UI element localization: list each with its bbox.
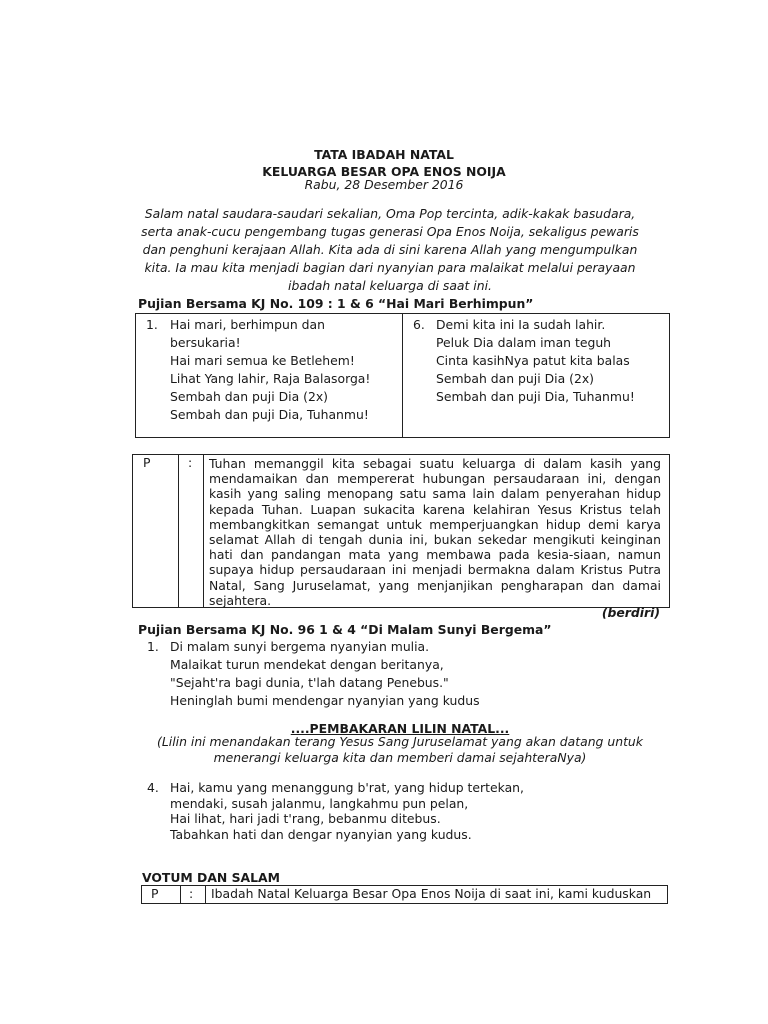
- p-line: Natal, Sang Juruselamat, yang menjanjikan pengharapan dan damai: [209, 577, 661, 593]
- p-line: mendamaikan dan mempererat hubungan persaudaraan ini, dengan: [209, 471, 661, 487]
- verse-line: Sembah dan puji Dia, Tuhanmu!: [170, 407, 369, 422]
- verse-line: Di malam sunyi bergema nyanyian mulia.: [170, 639, 430, 654]
- verse-line: mendaki, susah jalanmu, langkahmu pun pelan,: [170, 795, 469, 811]
- document-subtitle: KELUARGA BESAR OPA ENOS NOIJA: [262, 164, 506, 179]
- song2-heading: Pujian Bersama KJ No. 96 1 & 4 “Di Malam Sunyi Bergema”: [138, 622, 552, 637]
- verse-line: Malaikat turun mendekat dengan beritanya,: [170, 657, 444, 672]
- p-line: membangkitkan semangat untuk memperjuangkan hidup demi karya: [209, 516, 661, 532]
- intro-paragraph: [130, 205, 650, 295]
- song1-divider: [402, 314, 403, 437]
- verse-line: bersukaria!: [170, 335, 241, 350]
- p-line: hati dan pandangan mata yang membawa pada kesia-siaan, namun: [209, 547, 661, 563]
- votum-col-divider-1: [180, 886, 181, 903]
- song1-right-number: 6.: [413, 317, 425, 332]
- p-col-divider-1: [178, 455, 179, 607]
- document-date: Rabu, 28 Desember 2016: [304, 177, 464, 192]
- p-section-text: [209, 456, 661, 608]
- candle-title: ....PEMBAKARAN LILIN NATAL...: [290, 721, 510, 736]
- verse-line: Demi kita ini Ia sudah lahir.: [436, 317, 606, 332]
- song1-left-number: 1.: [146, 317, 158, 332]
- verse-line: Sembah dan puji Dia (2x): [170, 389, 328, 404]
- p-line: kasih yang saling menopang satu sama lain dalam penyerahan hidup: [209, 486, 661, 502]
- song1-right-verse: [436, 316, 635, 406]
- verse-line: Peluk Dia dalam iman teguh: [436, 335, 612, 350]
- votum-heading: VOTUM DAN SALAM: [142, 870, 280, 885]
- votum-table: [141, 885, 668, 904]
- verse-line: Hai, kamu yang menanggung b'rat, yang hidup tertekan,: [170, 780, 524, 795]
- verse-line: Sembah dan puji Dia, Tuhanmu!: [436, 389, 635, 404]
- verse-line: Hai lihat, hari jadi t'rang, bebanmu ditebus.: [170, 811, 441, 826]
- document-title: TATA IBADAH NATAL: [314, 147, 454, 162]
- votum-colon: :: [189, 886, 194, 901]
- p-line: sejahtera.: [209, 592, 272, 608]
- song1-table: [135, 313, 670, 438]
- verse-line: Hai mari, berhimpun dan: [170, 317, 325, 332]
- p-section-table: [132, 454, 670, 608]
- p-line: supaya hidup persaudaraan ini menjadi bermakna dalam Kristus Putra: [209, 562, 661, 578]
- candle-line: menerangi keluarga kita dan memberi damai sejahteraNya): [213, 750, 587, 765]
- verse-line: Hai mari semua ke Betlehem!: [170, 353, 355, 368]
- verse4-number: 4.: [147, 780, 159, 795]
- intro-line: kita. Ia mau kita menjadi bagian dari nyanyian para malaikat melalui perayaan: [144, 260, 636, 275]
- stand-instruction: (berdiri): [601, 605, 660, 620]
- candle-line: (Lilin ini menandakan terang Yesus Sang Juruselamat yang akan datang untuk: [157, 734, 643, 749]
- votum-text: Ibadah Natal Keluarga Besar Opa Enos Noija di saat ini, kami kuduskan: [211, 886, 652, 901]
- song2-number: 1.: [147, 639, 159, 654]
- song2-verse: [170, 638, 480, 710]
- p-line: selamat Allah di tengah dunia ini, bukan sekedar mengikuti keinginan: [209, 532, 661, 548]
- intro-line: dan penghuni kerajaan Allah. Kita ada di sini karena Allah yang mengumpulkan: [142, 242, 638, 257]
- p-line: kepada Tuhan. Luapan sukacita karena kelahiran Yesus Kristus telah: [209, 501, 661, 517]
- votum-col-divider-2: [205, 886, 206, 903]
- verse-line: "Sejaht'ra bagi dunia, t'lah datang Penebus.": [170, 675, 449, 690]
- p-line: Tuhan memanggil kita sebagai suatu keluarga di dalam kasih yang: [209, 456, 661, 471]
- candle-description: [120, 734, 680, 766]
- verse-line: Lihat Yang lahir, Raja Balasorga!: [170, 371, 371, 386]
- song1-heading: Pujian Bersama KJ No. 109 : 1 & 6 “Hai Mari Berhimpun”: [138, 296, 534, 311]
- intro-line: serta anak-cucu pengembang tugas generasi Opa Enos Noija, sekaligus pewaris: [141, 224, 639, 239]
- votum-speaker: P: [151, 886, 159, 901]
- speaker-colon: :: [188, 455, 193, 470]
- verse-line: Tabahkan hati dan dengar nyanyian yang kudus.: [170, 826, 472, 842]
- verse-line: Sembah dan puji Dia (2x): [436, 371, 594, 386]
- intro-line: Salam natal saudara-saudari sekalian, Oma Pop tercinta, adik-kakak basudara,: [144, 206, 636, 221]
- p-col-divider-2: [203, 455, 204, 607]
- speaker-label: P: [143, 455, 151, 470]
- verse-line: Cinta kasihNya patut kita balas: [436, 353, 630, 368]
- song1-left-verse: [170, 316, 370, 424]
- verse-line: Heninglah bumi mendengar nyanyian yang kudus: [170, 693, 480, 708]
- intro-line: ibadah natal keluarga di saat ini.: [288, 278, 492, 293]
- verse4-text: [170, 780, 524, 842]
